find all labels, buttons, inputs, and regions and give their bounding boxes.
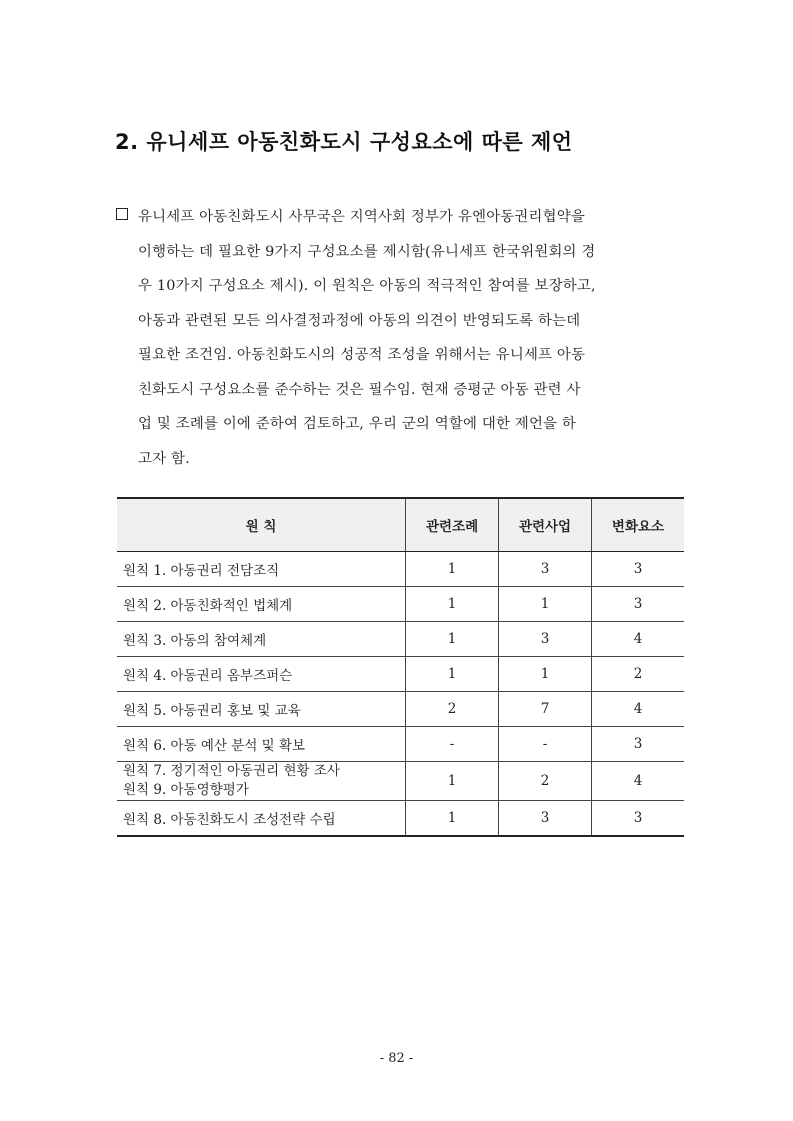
project-cell: -	[499, 727, 592, 762]
header-project: 관련사업	[499, 498, 592, 552]
ordinance-cell: 1	[406, 622, 499, 657]
principle-cell: 원칙 3. 아동의 참여체계	[117, 622, 406, 657]
change-cell: 4	[592, 622, 685, 657]
table-header-row	[117, 498, 684, 552]
project-cell: 3	[499, 622, 592, 657]
ordinance-cell: -	[406, 727, 499, 762]
header-principle: 원 칙	[117, 498, 406, 552]
paragraph-line: 고자 함.	[138, 450, 190, 467]
table-row	[117, 727, 684, 762]
change-cell: 3	[592, 587, 685, 622]
project-cell: 3	[499, 552, 592, 587]
project-cell: 7	[499, 692, 592, 727]
principle-cell: 원칙 6. 아동 예산 분석 및 확보	[117, 727, 406, 762]
project-cell: 3	[499, 801, 592, 837]
change-cell: 3	[592, 727, 685, 762]
principle-cell: 원칙 2. 아동친화적인 법체계	[117, 587, 406, 622]
table-row	[117, 552, 684, 587]
principle-cell: 원칙 1. 아동권리 전담조직	[117, 552, 406, 587]
change-cell: 4	[592, 692, 685, 727]
project-cell: 1	[499, 657, 592, 692]
principle-cell: 원칙 4. 아동권리 옴부즈퍼슨	[117, 657, 406, 692]
ordinance-cell: 1	[406, 762, 499, 801]
project-cell: 2	[499, 762, 592, 801]
project-cell: 1	[499, 587, 592, 622]
ordinance-cell: 1	[406, 801, 499, 837]
header-ordinance: 관련조례	[406, 498, 499, 552]
change-cell: 2	[592, 657, 685, 692]
table-row	[117, 657, 684, 692]
paragraph-text	[138, 200, 692, 476]
paragraph-line: 필요한 조건임. 아동친화도시의 성공적 조성을 위해서는 유니세프 아동	[138, 347, 586, 363]
change-cell: 3	[592, 552, 685, 587]
paragraph-line: 우 10가지 구성요소 제시). 이 원칙은 아동의 적극적인 참여를 보장하고,	[138, 278, 596, 294]
principle-line: 원칙 9. 아동영향평가	[123, 782, 249, 798]
page-number: - 82 -	[379, 1051, 414, 1066]
principle-cell	[117, 762, 406, 801]
principles-table	[117, 497, 684, 837]
table-row	[117, 622, 684, 657]
paragraph-line: 아동과 관련된 모든 의사결정과정에 아동의 의견이 반영되도록 하는데	[138, 312, 581, 329]
principle-cell: 원칙 8. 아동친화도시 조성전략 수립	[117, 801, 406, 837]
paragraph-line: 유니세프 아동친화도시 사무국은 지역사회 정부가 유엔아동권리협약을	[138, 209, 585, 225]
change-cell: 4	[592, 762, 685, 801]
paragraph-line: 업 및 조례를 이에 준하여 검토하고, 우리 군의 역할에 대한 제언을 하	[138, 416, 577, 432]
principle-line: 원칙 7. 정기적인 아동권리 현황 조사	[123, 763, 340, 779]
principle-cell: 원칙 5. 아동권리 홍보 및 교육	[117, 692, 406, 727]
table-row	[117, 692, 684, 727]
ordinance-cell: 1	[406, 587, 499, 622]
header-change: 변화요소	[592, 498, 685, 552]
paragraph-line: 이행하는 데 필요한 9가지 구성요소를 제시함(유니세프 한국위원회의 경	[138, 243, 596, 260]
ordinance-cell: 1	[406, 552, 499, 587]
ordinance-cell: 1	[406, 657, 499, 692]
checkbox-bullet-icon	[116, 208, 128, 220]
section-heading: 2. 유니세프 아동친화도시 구성요소에 따른 제언	[115, 130, 573, 154]
change-cell: 3	[592, 801, 685, 837]
ordinance-cell: 2	[406, 692, 499, 727]
table-row	[117, 801, 684, 837]
table-row	[117, 587, 684, 622]
paragraph-line: 친화도시 구성요소를 준수하는 것은 필수임. 현재 증평군 아동 관련 사	[138, 381, 581, 398]
body-paragraph	[112, 200, 692, 476]
table-row	[117, 762, 684, 801]
